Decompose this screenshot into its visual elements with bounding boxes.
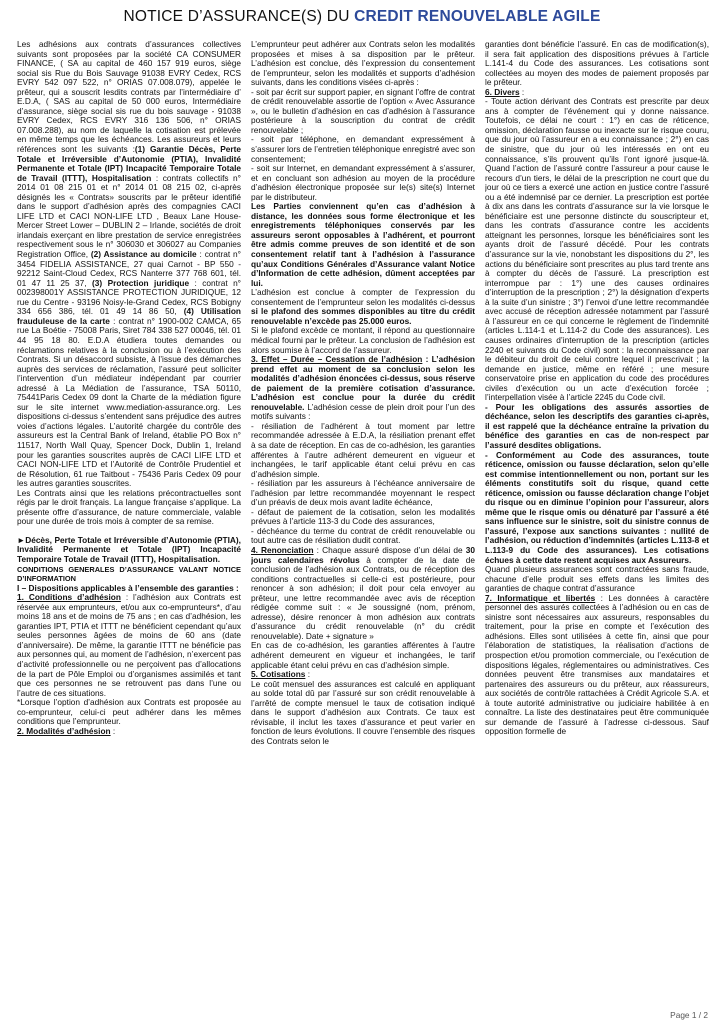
text-run: CONDITIONS GENERALES D’ASSURANCE VALANT NOTICE D’INFORMATION [17,564,241,584]
paragraph [251,508,475,527]
paragraph [251,135,475,164]
paragraph [251,355,475,422]
text-run: 4. Renonciation [251,544,314,555]
text-run: 2. Modalités d’adhésion [17,725,111,736]
title-prefix: NOTICE D’ASSURANCE(S) DU [123,8,355,25]
paragraph [485,565,709,594]
text-run: : contrat n° 1900-002 CAMCA, 65 rue La Boétie - 75008 Paris, Siret 784 338 527 00046, tél. 01 44 95 18 80. E.D.A étudiera toutes demandes ou réclamations relatives à la conclusion ou à l’exécution des Contrats. Si un désaccord subsiste, à l’issue des démarches auprès des services de réclamation, l’assuré peut solliciter l’intervention d’un médiateur indépendant par courrier adressé à La Médiation de l’assurance, TSA 50110, 75441Paris Cedex 09 dont la Charte de la médiation figure sur le site internet www.mediation-assurance.org. Les dispositions ci-dessus s’entendent sans préjudice des autres voies d’actions légales. L’autorité chargée du contrôle des assureurs est la Central Bank of Ireland, établie PO Box n° 11517, North Wall Quay, Spencer Dock, Dublin 1, Ireland pour les garanties souscrites auprès de CACI LIFE LTD et CACI NON-LIFE LTD et l’Autorité de Contrôle Prudentiel et de Résolution, 61 rue Taitbout - 75436 Paris Cedex 09 pour les autres garanties souscrites. [17,315,241,489]
paragraph [17,565,241,584]
text-run: : [110,725,116,736]
text-run: (2) Assistance au domicile [90,249,197,260]
paragraph [251,164,475,202]
text-run: : contrat n° 3454 FIDELIA ASSISTANCE, 27 quai Carnot - BP 550 - 92212 Saint-Cloud Cedex, RCS Nanterre 377 768 601, tél. 01 47 11 25 37, [17,249,241,288]
text-run: Les Parties conviennent qu’en cas d’adhésion à distance, les données sous forme électronique et les enregistrements téléphoniques conservés par les assureurs seront opposables à l’adhérent, et pourront être admis comme preuves de son identité et de son consentement relatif tant à l’adhésion à l’assurance qu’aux Conditions Générales d’Assurance valant Notice d’Information de cette adhésion, dûment acceptées par lui. [251,201,475,288]
text-run: 3. Effet – Durée – Cessation de l’adhésion [251,354,423,365]
text-run: L’adhésion cesse de plein droit pour l’un des motifs suivants : [251,401,475,422]
text-run: *Lorsque l’option d’adhésion aux Contrats est proposée au co-emprunteur, celui-ci peut adhérer dans les mêmes conditions que l’emprunteur. [17,697,241,727]
text-run: Les Contrats ainsi que les relations précontractuelles sont régis par le droit français. La langue française s’applique. La présente offre d’assurance, de nature commerciale, valable pour une durée de trois mois à compter de sa remise. [17,487,241,527]
text-run: - déchéance du terme du contrat de crédit renouvelable ou tout autre cas de résiliation dudit contrat. [251,525,475,546]
paragraph [485,451,709,566]
text-run: si le plafond des sommes disponibles au titre du crédit renouvelable n’excède pas 25.000 euros. [251,306,475,326]
column-middle [251,40,475,1016]
text-run: - Pour les obligations des assurés assorties de déchéance, selon les descriptifs des garanties ci-après, il est rappelé que la déchéance entraîne la privation du bénéfice des garanties en cas de non-respect par l’assuré desdites obligations. [485,401,709,450]
text-run: : Chaque assuré dispose d’un délai de [313,544,466,555]
text-run: - Toute action dérivant des Contrats est prescrite par deux ans à compter de l’événement qui y donne naissance. Toutefois, ce délai ne court : 1°) en cas de réticence, omission, déclaration fausse ou inexacte sur le risque couru, que du jour où l’assureur en a eu connaissance ; 2°) en cas de sinistre, que du jour où les intéressés en ont eu connaissance, s’ils prouvent qu’ils l’ont ignoré jusque-là. Quand l’action de l’assuré contre l’assureur a pour cause le recours d’un tiers, le délai de la prescription ne court que du jour où ce tiers a exercé une action en justice contre l’assuré ou a été indemnisé par ce dernier. La prescription est portée à dix ans dans les contrats d’assurance sur la vie lorsque le bénéficiaire est une personne distincte du souscripteur et, dans les contrats d’assurance contre les accidents atteignant les personnes, lorsque les bénéficiaires sont les ayants droit de l’assuré décédé. Pour les contrats d’assurance sur la vie, nonobstant les dispositions du 2°, les actions du bénéficiaire sont prescrites au plus tard trente ans à compter du décès de l’assuré. La prescription est interrompue par : 1°) une des causes ordinaires d’interruption de la prescription ; 2°) la désignation d’experts à la suite d’un sinistre ; 3°) l’envoi d’une lettre recommandée avec accusé de réception adressée notamment par l’assuré à l’assureur en ce qui concerne le règlement de l’indemnité (articles L.114-1 et L.114-2 du Code des assurances). Les causes ordinaires d’interruption de la prescription (articles 2240 et suivants du Code civil) sont : la reconnaissance par le débiteur du droit de celui contre lequel il prescrivait ; la demande en justice, même en référé ; une mesure conservatoire prise en application du code des procédures civiles d’exécution ou un acte d’exécution forcée ; l’interpellation visée à l’article 2245 du Code civil. [485,96,709,403]
text-run: (1) Garantie Décès, Perte Totale et Irréversible d’Autonomie (PTIA), Invalidité Permanente et Totale (IPT) Incapacité Temporaire Totale de Travail (ITTT), Hospitalisation [17,144,241,183]
paragraph [17,593,241,698]
text-run: : [519,86,525,97]
text-run: - soit par écrit sur support papier, en signant l’offre de contrat de crédit renouvelable assortie de l’option « Avec Assurance », ou le bulletin d’adhésion en cas d’adhésion à l’assurance postérieure à la souscription du contrat de crédit renouvelable ; [251,86,475,135]
paragraph [251,326,475,355]
text-run: Si le plafond excède ce montant, il répond au questionnaire médical fourni par le prêteur. La conclusion de l’adhésion est alors soumise à l’accord de l’assureur. [251,325,475,355]
paragraph [17,698,241,727]
text-run: 30 jours calendaires révolus [251,544,475,565]
text-run: L’emprunteur peut adhérer aux Contrats selon les modalités proposées et mises à sa disposition par le prêteur. L’adhésion est conclue, dès l’expression du consentement de l’emprunteur, selon les modalités et supports d’adhésion suivants, dans les conditions visées ci-après : [251,40,475,88]
text-run: (3) Protection juridique [92,277,190,288]
paragraph [251,680,475,747]
page-title [0,6,724,28]
paragraph [251,546,475,641]
paragraph [251,40,475,88]
text-run: : l’adhésion aux Contrats est réservée aux emprunteurs, et/ou aux co-emprunteurs*, d’au moins 18 ans et de moins de 75 ans ; en cas d’adhésion, les garanties IPT, PTIA et ITTT ne bénéficient cependant qu’aux seules personnes âgées de moins de 60 ans (date d’anniversaire). De même, la garantie ITTT ne bénéficie pas aux personnes qui, au moment de l’adhésion, n’exercent pas d’activité professionnelle ou ne perçoivent pas d’allocations de la part de Pôle Emploi ou d’organismes assimilés et tant que ces personnes ne se retrouvent pas dans l’une ou l’autre de ces situations. [17,592,241,698]
text-run: : Les données à caractère personnel des assurés collectées à l’adhésion ou en cas de sinistre sont nécessaires aux assureurs, responsables du traitement, pour la prise en compte et l’exécution des adhésions. Elles sont utilisées à cette fin, ainsi que pour l’élaboration de statistiques, la réalisation d’actions de prospection et/ou promotion commerciale, ou l’exécution de dispositions légales, réglementaires ou administratives. Ces données peuvent être transmises aux mandataires et partenaires des assureurs ou du prêteur, aux réassureurs, aux sociétés de contrôle rattachées à Crédit Agricole S.A. et à toute autorité administrative ou judiciaire habilitée à en connaître. La liste des destinataires peut être communiquée sur demande de l’assuré à l’adresse ci-dessous. Sauf opposition formelle de [485,592,709,737]
text-run: - résiliation de l’adhérent à tout moment par lettre recommandée adressée à E.D.A, la résiliation prenant effet à sa date de réception. En cas de co-adhésion, les garanties afférentes à l’autre adhérent demeurent en vigueur et inchangées, le tarif applicable étant celui prévu en cas d’adhésion simple. [251,420,475,479]
text-run: (4) Utilisation frauduleuse de la carte [17,306,241,326]
paragraph [17,727,241,737]
text-run: I – Dispositions applicables à l’ensemble des garanties : [17,582,239,593]
paragraph [251,202,475,288]
text-run: garanties dont bénéficie l’assuré. En cas de modification(s), il sera fait application des dispositions prévues à l’article L.141-4 du Code des assurances. Les cotisations sont collectées au moyen des modes de paiement proposés par le prêteur. [485,40,709,88]
text-run: L’adhésion est conclue à compter de l’expression du consentement de l’emprunteur selon les modalités ci-dessus [251,287,475,307]
paragraph [251,479,475,508]
paragraph [485,403,709,451]
paragraph [485,40,709,88]
notice-columns [17,40,709,1016]
text-run: - soit par téléphone, en demandant expressément à s’assurer lors de l’entretien téléphonique enregistré avec son consentement; [251,134,475,164]
text-run: à compter de la date de conclusion de l’adhésion aux Contrats, ou de réception des conditions contractuelles si celle-ci est postérieure, pour renoncer à son adhésion; il doit pour cela envoyer au prêteur, une lettre recommandée avec avis de réception rédigée comme suit : « Je soussigné (nom, prénom, adresse), désire renoncer à mon adhésion aux contrats d’assurance du crédit renouvelable (n° du crédit renouvelable). Date + signature » [251,554,475,641]
text-run: En cas de co-adhésion, les garanties afférentes à l’autre adhérent demeurent en vigueur et inchangées, le tarif applicable étant celui prévu en cas d’adhésion simple. [251,640,475,670]
paragraph [251,641,475,670]
paragraph [17,489,241,527]
text-run: : contrats collectifs n° 2014 01 08 215 01 et n° 2014 01 08 215 02, ci-après désignés les « Contrats» souscrits par le prêteur identifié dans le support d’adhésion après des compagnies CACI LIFE LTD et CACI NON-LIFE LTD , Beaux Lane House- Mercer Street Lower – DUBLIN 2 – Irlande, sociétés de droit irlandais exerçant en libre prestation de service enregistrées respectivement sous le n° 306030 et 306027 au Companies Registration Office, [17,172,241,260]
paragraph [251,527,475,546]
paragraph [251,288,475,326]
text-run: - Conformément au Code des assurances, toute réticence, omission ou fausse déclaration, selon qu’elle est commise intentionnellement ou non, portant sur les éléments constitutifs soit du risque, quand cette réticence, omission ou fausse déclaration change l’objet du risque ou en diminue l’opinion pour l’assureur, alors même que le risque omis ou dénaturé par l’assuré a été sans influence sur le sinistre, soit du sinistre connus de l’assuré, l’expose aux sanctions suivantes : nullité de l’adhésion, ou réduction d’indemnités (articles L.113-8 et L.113-9 du Code des assurances). Les cotisations échues à cette date restent acquises aux Assureurs. [485,449,709,565]
paragraph [251,88,475,136]
text-run: 7. Informatique et libertés [485,592,596,603]
text-run: 5. Cotisations [251,669,306,680]
column-right [485,40,709,1016]
text-run: Le coût mensuel des assurances est calculé en appliquant au solde total dû par l’assuré sur son crédit renouvelable à l’arrêté de compte mensuel le taux de cotisation indiqué dans le support d’adhésion aux Contrats. Ce taux est révisable, il inclut les taxes d’assurance et peut varier en fonction de leurs évolutions. Il couvre l’ensemble des risques des Contrats selon le [251,678,475,746]
column-left [17,40,241,1016]
text-run: 1. Conditions d’adhésion [17,592,121,603]
paragraph [485,594,709,737]
text-run: - résiliation par les assureurs à l’échéance anniversaire de l’adhésion par lettre recommandée moyennant le respect d’un préavis de deux mois avant ladite échéance, [251,478,475,508]
text-run: 6. Divers [485,86,520,97]
paragraph [17,536,241,565]
text-run: Quand plusieurs assurances sont contractées sans fraude, chacune d’elle produit ses effets dans les limites des garanties de chaque contrat d’assurance [485,564,709,594]
paragraph [251,422,475,479]
text-run: - soit sur Internet, en demandant expressément à s’assurer, et en concluant son adhésion au moyen de la procédure d’adhésion électronique proposée sur le(s) site(s) Internet par le distributeur. [251,163,475,202]
paragraph [17,40,241,489]
text-run: - défaut de paiement de la cotisation, selon les modalités prévues à l’article 113-3 du Code des assurances, [251,506,475,527]
page-number: Page 1 / 2 [670,1010,708,1020]
text-run: : [305,669,311,680]
text-run: Les adhésions aux contrats d’assurances collectives suivants sont proposées par la société CA CONSUMER FINANCE, ( SA au capital de 460 157 919 euros, siège social sis Rue du Bois Sauvage 91038 EVRY Cedex, RCS EVRY 542 097 522, n° ORIAS 07.008.079), appelée le prêteur, qui a souscrit lesdits contrats par l’intermédiaire d’ E.D.A, ( SAS au capital de 50 000 euros, Intermédiaire d’assurance, siège social sis rue du bois sauvage - 91038 EVRY Cedex, RCS EVRY 316 136 506, n° ORIAS 07.008.288), au nom de laquelle la cotisation est prélevée en même temps que les échéances. Les assureurs et leurs références sont les suivants : [17,40,241,155]
title-accent: CREDIT RENOUVELABLE AGILE [354,8,601,25]
text-run: : L’adhésion prend effet au moment de sa conclusion selon les modalités d’adhésion énoncées ci-dessus, sous réserve de paiement de la première cotisation d’assurance. L’adhésion est conclue pour la durée du crédit renouvelable. [251,354,475,412]
text-run: : contrat n° 002398001Y ASSISTANCE PROTECTION JURIDIQUE, 12 rue du Centre - 93196 Noisy-le-Grand Cedex, RCS Bobigny 334 656 386, tél. 01 49 14 86 50, [17,277,241,317]
paragraph [485,97,709,403]
text-run: ►Décès, Perte Totale et Irréversible d’Autonomie (PTIA), Invalidité Permanente et Totale (IPT) Incapacité Temporaire Totale de Travail (ITTT), Hospitalisation. [17,534,241,564]
